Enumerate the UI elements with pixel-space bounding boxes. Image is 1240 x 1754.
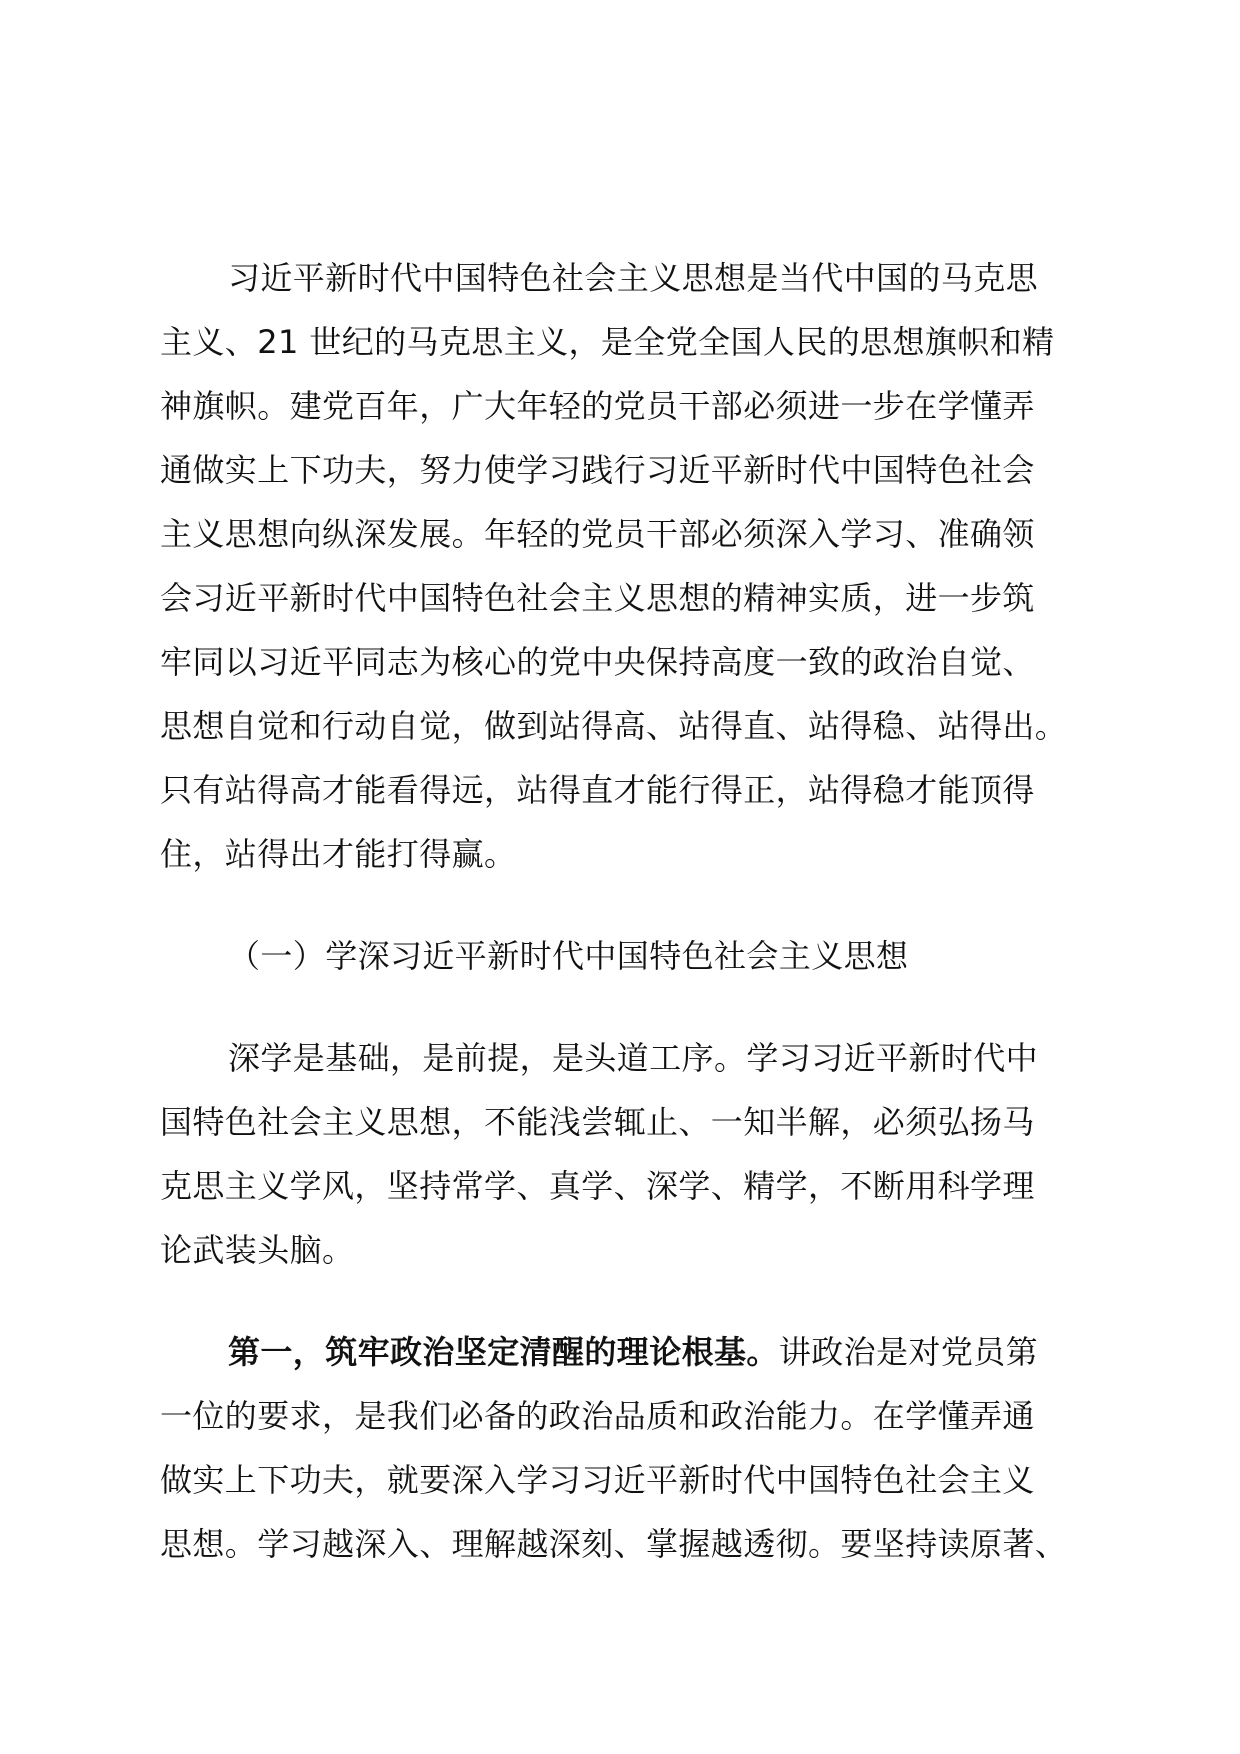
text-line: 主义、21 世纪的马克思主义，是全党全国人民的思想旗帜和精	[160, 323, 1055, 361]
bold-lead-text: 第一，筑牢政治坚定清醒的理论根基。	[228, 1333, 779, 1371]
paragraph-first-point	[160, 1320, 1082, 1576]
text-line: 思想。学习越深入、理解越深刻、掌握越透彻。要坚持读原著、	[160, 1525, 1068, 1563]
text-line: 做实上下功夫，就要深入学习习近平新时代中国特色社会主义	[160, 1461, 1035, 1499]
text-line: 论武装头脑。	[160, 1231, 355, 1269]
paragraph-gap	[160, 886, 1082, 924]
text-line: 通做实上下功夫，努力使学习践行习近平新时代中国特色社会	[160, 451, 1035, 489]
text-line: 国特色社会主义思想，不能浅尝辄止、一知半解，必须弘扬马	[160, 1103, 1035, 1141]
text-line	[160, 1320, 1082, 1384]
section-heading: （一）学深习近平新时代中国特色社会主义思想	[228, 937, 909, 975]
paragraph-intro	[160, 246, 1082, 886]
text-line: 习近平新时代中国特色社会主义思想是当代中国的马克思	[228, 259, 1039, 297]
text-line: 会习近平新时代中国特色社会主义思想的精神实质，进一步筑	[160, 579, 1035, 617]
paragraph-deep-study	[160, 1026, 1082, 1282]
text-line: 住，站得出才能打得赢。	[160, 835, 517, 873]
text-line: 思想自觉和行动自觉，做到站得高、站得直、站得稳、站得出。	[160, 707, 1068, 745]
text-line: 深学是基础，是前提，是头道工序。学习习近平新时代中	[228, 1039, 1039, 1077]
paragraph-gap	[160, 988, 1082, 1026]
text-line: 神旗帜。建党百年，广大年轻的党员干部必须进一步在学懂弄	[160, 387, 1035, 425]
text-line: 克思主义学风，坚持常学、真学、深学、精学，不断用科学理	[160, 1167, 1035, 1205]
document-body	[160, 246, 1082, 1576]
lead-rest-text: 讲政治是对党员第	[778, 1333, 1039, 1371]
text-line: 只有站得高才能看得远，站得直才能行得正，站得稳才能顶得	[160, 771, 1035, 809]
text-line: 牢同以习近平同志为核心的党中央保持高度一致的政治自觉、	[160, 643, 1035, 681]
paragraph-gap	[160, 1282, 1082, 1320]
text-line: 主义思想向纵深发展。年轻的党员干部必须深入学习、准确领	[160, 515, 1035, 553]
text-line: 一位的要求，是我们必备的政治品质和政治能力。在学懂弄通	[160, 1397, 1035, 1435]
